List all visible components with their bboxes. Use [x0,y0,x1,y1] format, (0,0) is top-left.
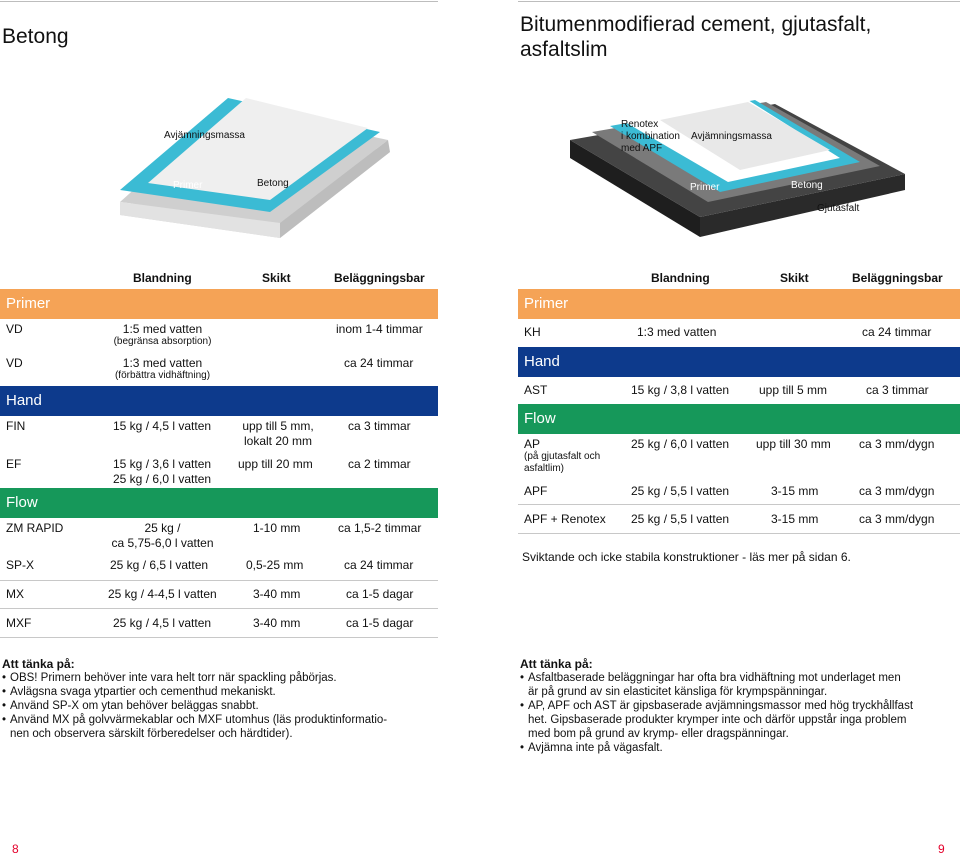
diagram-label-renotex-line3: med APF [621,143,663,154]
diagram-label-substrate: Betong [257,178,289,189]
row-spx-mix: 25 kg / 6,5 l vatten [110,558,209,572]
divider-apf [518,504,960,505]
section-band-hand: Hand [0,386,438,416]
row-zm-coat: ca 1,5-2 timmar [338,521,422,535]
row-ast-mix: 15 kg / 3,8 l vatten [631,383,730,397]
row-ef-mix-line2: 25 kg / 6,0 l vatten [113,472,212,486]
top-rule-left [0,1,438,2]
note-continuation-text: är på grund av sin elasticitet känsliga för krympspänningar. [528,686,828,698]
concrete-layer-diagram [60,90,390,240]
section-band-flow: Flow [518,404,960,434]
row-kh-name: KH [524,325,541,339]
row-ast-name: AST [524,383,548,397]
row-zm-layer: 1-10 mm [253,521,301,535]
diagram-label-renotex-line1: Renotex [621,119,659,130]
col-header-coatable: Beläggningsbar [852,271,943,285]
row-vd1-mix-note: (begränsa absorption) [113,336,212,347]
row-ap-layer: upp till 30 mm [756,437,831,451]
row-spx-name: SP-X [6,558,35,572]
row-apf-renotex-name: APF + Renotex [524,512,606,526]
diagram-label-substrate: Betong [791,180,823,191]
diagram-label-leveling: Avjämningsmassa [164,130,245,141]
row-vd1-mix: 1:5 med vatten [122,322,203,336]
row-mxf-layer: 3-40 mm [253,616,301,630]
row-apf-renotex-mix: 25 kg / 5,5 l vatten [631,512,730,526]
asphalt-layer-diagram [570,92,910,242]
note-item-continued [2,727,438,741]
page-number-left: 8 [12,842,19,856]
row-spx-layer: 0,5-25 mm [246,558,304,572]
row-vd2-mix: 1:3 med vatten [122,356,203,370]
row-apf-renotex-layer: 3-15 mm [771,512,819,526]
row-apf-coat: ca 3 mm/dygn [859,484,935,498]
row-ef-name: EF [6,457,22,471]
row-apf-name: APF [524,484,548,498]
row-apf-renotex-coat: ca 3 mm/dygn [859,512,935,526]
row-kh-mix: 1:3 med vatten [637,325,717,339]
note-item: • Avjämna inte på vägasfalt. [520,741,958,755]
page-title-left: Betong [2,25,69,48]
note-continuation-text: het. Gipsbaserade produkter krymper inte och därför uppstår inga problem [528,714,907,726]
row-fin-name: FIN [6,419,26,433]
row-mxf-mix: 25 kg / 4,5 l vatten [113,616,212,630]
divider-mxf [0,637,438,638]
note-item: • Avlägsna svaga ytpartier och cementhud mekaniskt. [2,685,438,699]
diagram-label-primer: Primer [173,180,203,191]
row-mx-layer: 3-40 mm [253,587,301,601]
divider-spx [0,580,438,581]
row-mx-mix: 25 kg / 4-4,5 l vatten [108,587,217,601]
warning-text: Sviktande och icke stabila konstruktioner - läs mer på sidan 6. [522,550,851,564]
row-vd2-mix-note: (förbättra vidhäftning) [114,370,211,381]
row-spx-coat: ca 24 timmar [344,558,414,572]
note-item: • Använd SP-X om ytan behöver beläggas snabbt. [2,699,438,713]
row-kh-coat: ca 24 timmar [862,325,932,339]
divider-apf-renotex [518,533,960,534]
page-title-right-line2: asfaltslim [520,38,608,61]
col-header-mix: Blandning [133,271,192,285]
row-fin-coat: ca 3 timmar [348,419,411,433]
row-mx-coat: ca 1-5 dagar [346,587,414,601]
row-zm-mix-line1: 25 kg / [144,521,181,535]
diagram-label-asphalt: Gjutasfalt [817,203,860,214]
note-item-continued [520,727,958,741]
note-item: • Asfaltbaserade beläggningar har ofta bra vidhäftning mot underlaget men [520,671,958,685]
notes-list-left [2,671,438,741]
row-ast-coat: ca 3 timmar [866,383,929,397]
note-item-continued [520,713,958,727]
row-vd1-name: VD [6,322,23,336]
diagram-label-renotex-line2: i kombination [621,131,680,142]
row-ap-coat: ca 3 mm/dygn [859,437,935,451]
notes-title-right: Att tänka på: [520,657,593,671]
row-ap-name: AP [524,437,541,451]
note-item: • Använd MX på golvvärmekablar och MXF utomhus (läs produktinformatio- [2,713,438,727]
row-ef-coat: ca 2 timmar [348,457,411,471]
page-number-right: 9 [938,842,945,856]
row-fin-layer-line1: upp till 5 mm, [242,419,314,433]
col-header-layer: Skikt [262,271,291,285]
row-zm-name: ZM RAPID [6,521,64,535]
col-header-mix: Blandning [651,271,710,285]
top-rule-right [518,1,960,2]
section-band-primer: Primer [0,289,438,319]
row-ap-name-note-line1: (på gjutasfalt och [524,451,601,462]
note-continuation-text: nen och observera särskilt förberedelser och härdtider). [10,728,293,740]
row-fin-layer-line2: lokalt 20 mm [243,434,313,448]
row-fin-mix: 15 kg / 4,5 l vatten [113,419,212,433]
col-header-layer: Skikt [780,271,809,285]
note-item: • OBS! Primern behöver inte vara helt torr när spackling påbörjas. [2,671,438,685]
row-apf-layer: 3-15 mm [771,484,819,498]
col-header-coatable: Beläggningsbar [334,271,425,285]
divider-mx [0,608,438,609]
row-ef-mix-line1: 15 kg / 3,6 l vatten [113,457,212,471]
row-vd2-coat: ca 24 timmar [344,356,414,370]
section-band-flow: Flow [0,488,438,518]
row-mxf-coat: ca 1-5 dagar [346,616,414,630]
section-band-primer: Primer [518,289,960,319]
note-item: • AP, APF och AST är gipsbaserade avjämningsmassor med hög tryckhållfast [520,699,958,713]
row-vd2-name: VD [6,356,23,370]
diagram-label-leveling: Avjämningsmassa [691,131,772,142]
row-ap-mix: 25 kg / 6,0 l vatten [631,437,730,451]
page-title-right-line1: Bitumenmodifierad cement, gjutasfalt, [520,13,872,36]
row-mx-name: MX [6,587,24,601]
diagram-label-primer: Primer [690,182,720,193]
row-mxf-name: MXF [6,616,32,630]
row-apf-mix: 25 kg / 5,5 l vatten [631,484,730,498]
row-ap-name-note-line2: asfaltlim) [524,463,565,474]
row-ef-layer: upp till 20 mm [238,457,313,471]
row-zm-mix-line2: ca 5,75-6,0 l vatten [111,536,214,550]
notes-list-right [520,671,958,755]
note-item-continued [520,685,958,699]
note-continuation-text: med bom på grund av krymp- eller dragspänningar. [528,728,789,740]
notes-title-left: Att tänka på: [2,657,75,671]
row-vd1-coat: inom 1-4 timmar [336,322,423,336]
section-band-hand: Hand [518,347,960,377]
row-ast-layer: upp till 5 mm [759,383,828,397]
